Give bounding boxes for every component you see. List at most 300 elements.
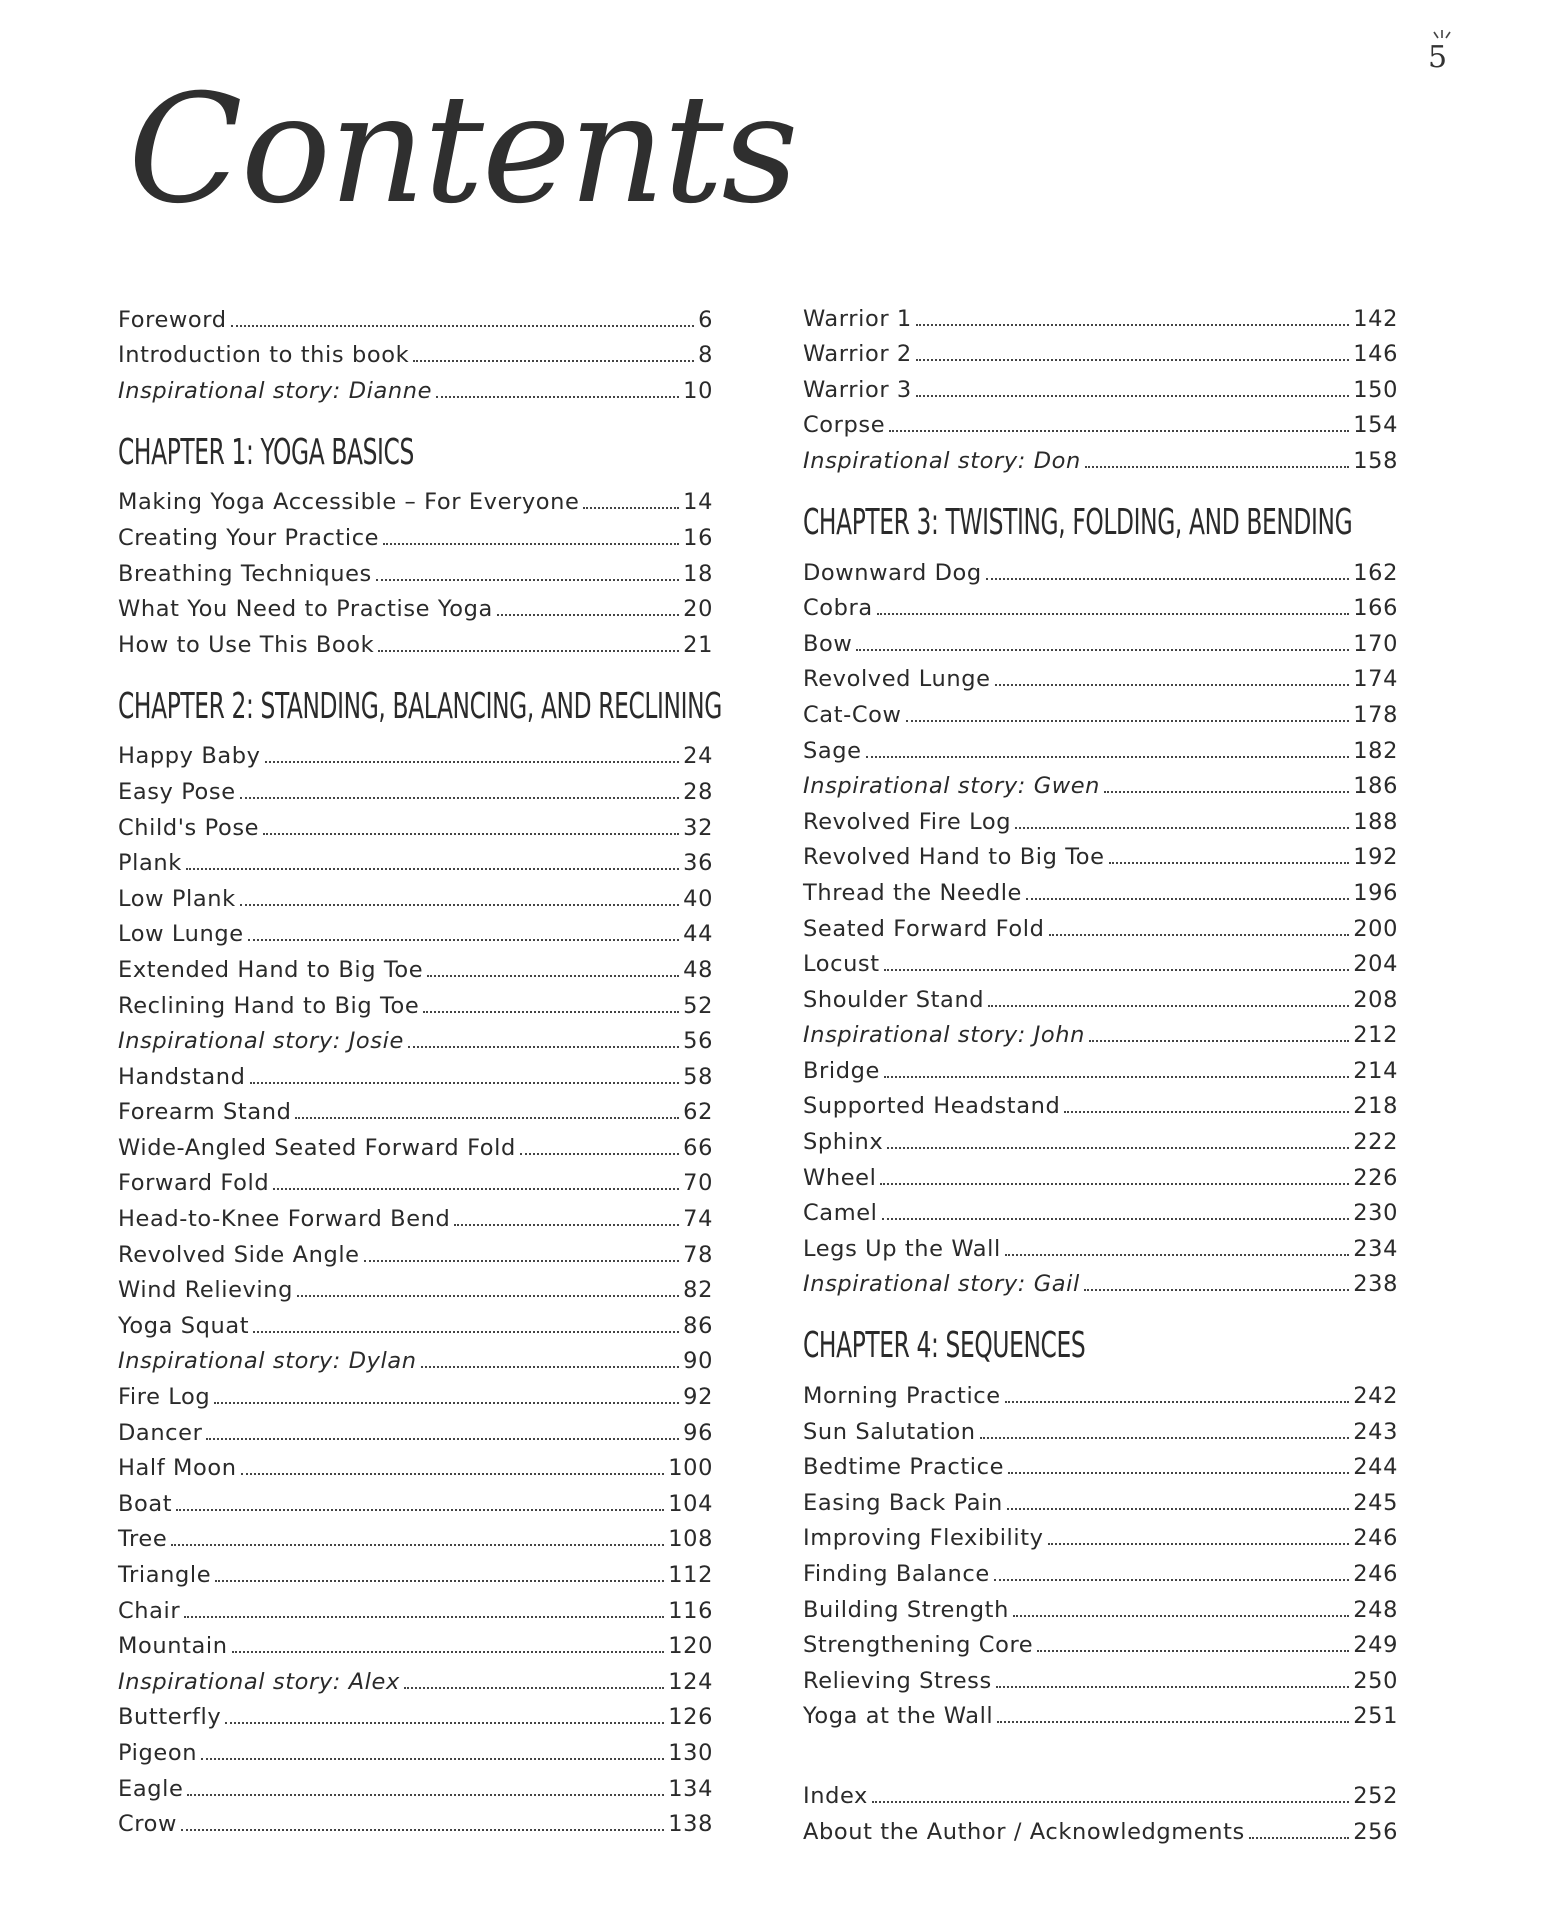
dot-leader bbox=[201, 1758, 664, 1760]
toc-entry-label: Sphinx bbox=[803, 1129, 884, 1156]
toc-entry-page: 154 bbox=[1353, 412, 1398, 439]
toc-entry-page: 158 bbox=[1353, 447, 1398, 474]
dot-leader bbox=[1008, 1472, 1349, 1474]
toc-entry-page: 230 bbox=[1353, 1200, 1398, 1227]
toc-entry-label: Wide-Angled Seated Forward Fold bbox=[118, 1134, 516, 1161]
toc-entry-label: Foreword bbox=[118, 306, 227, 333]
dot-leader bbox=[186, 868, 679, 870]
dot-leader bbox=[980, 1437, 1350, 1439]
toc-entry-page: 126 bbox=[668, 1704, 713, 1731]
toc-entry-label: Making Yoga Accessible – For Everyone bbox=[118, 489, 580, 516]
dot-leader bbox=[882, 1218, 1350, 1220]
toc-entry-label: Legs Up the Wall bbox=[803, 1235, 1001, 1262]
dot-leader bbox=[880, 1183, 1349, 1185]
dot-leader bbox=[376, 579, 679, 581]
toc-entry[interactable] bbox=[803, 1809, 1398, 1845]
dot-leader bbox=[1064, 1111, 1349, 1113]
toc-entry-label: Cat-Cow bbox=[803, 701, 902, 728]
toc-entry-label: Finding Balance bbox=[803, 1561, 990, 1587]
dot-leader bbox=[916, 359, 1349, 361]
toc-entry-label: Inspirational story: Gail bbox=[803, 1271, 1080, 1298]
toc-entry-label: Yoga at the Wall bbox=[803, 1703, 994, 1730]
toc-entry-label: Yoga Squat bbox=[118, 1312, 250, 1339]
toc-entry[interactable] bbox=[803, 870, 1398, 906]
toc-entry[interactable] bbox=[803, 1623, 1398, 1659]
section-gap bbox=[803, 1729, 1398, 1773]
toc-entry[interactable] bbox=[118, 947, 713, 983]
toc-entry-page: 130 bbox=[668, 1739, 713, 1766]
toc-entry-label: Tree bbox=[118, 1526, 168, 1553]
toc-entry[interactable] bbox=[118, 876, 713, 912]
toc-entry-label: Revolved Fire Log bbox=[803, 808, 1012, 835]
toc-entry-label: Easing Back Pain bbox=[803, 1489, 1003, 1516]
dot-leader bbox=[253, 1331, 679, 1333]
toc-entry[interactable] bbox=[803, 1773, 1398, 1809]
dot-leader bbox=[295, 1117, 679, 1119]
toc-entry-label: Inspirational story: Dianne bbox=[118, 377, 433, 404]
toc-entry-label: Butterfly bbox=[118, 1704, 222, 1731]
chapter-heading: CHAPTER 3: TWISTING, FOLDING, AND BENDING bbox=[803, 501, 1353, 543]
toc-entry-label: Fire Log bbox=[118, 1384, 211, 1411]
toc-entry-page: 66 bbox=[683, 1134, 713, 1161]
toc-entry-page: 82 bbox=[683, 1277, 713, 1304]
dot-leader bbox=[996, 1686, 1349, 1688]
dot-leader bbox=[171, 1544, 664, 1546]
toc-entry-page: 18 bbox=[683, 560, 713, 587]
toc-entry-label: Happy Baby bbox=[118, 743, 261, 770]
toc-entry[interactable] bbox=[118, 1588, 713, 1624]
toc-entry-page: 78 bbox=[683, 1241, 713, 1268]
dot-leader bbox=[404, 1687, 664, 1689]
toc-entry-page: 166 bbox=[1353, 595, 1398, 622]
toc-entry-label: Wind Relieving bbox=[118, 1277, 294, 1304]
toc-entry-label: Thread the Needle bbox=[803, 879, 1022, 906]
toc-entry-page: 10 bbox=[683, 377, 713, 404]
dot-leader bbox=[994, 1579, 1349, 1581]
toc-entry-label: Reclining Hand to Big Toe bbox=[118, 992, 420, 1019]
toc-entry[interactable] bbox=[803, 1048, 1398, 1084]
toc-entry[interactable] bbox=[118, 1695, 713, 1731]
page-title: Contents bbox=[128, 63, 797, 237]
chapter-heading: CHAPTER 1: YOGA BASICS bbox=[118, 431, 414, 473]
dot-leader bbox=[856, 649, 1349, 651]
toc-entry[interactable] bbox=[118, 1268, 713, 1304]
toc-entry-page: 250 bbox=[1353, 1667, 1398, 1694]
toc-entry-label: Locust bbox=[803, 951, 880, 978]
toc-entry-label: Easy Pose bbox=[118, 778, 236, 805]
dot-leader bbox=[866, 756, 1350, 758]
toc-entry-label: Bedtime Practice bbox=[803, 1454, 1005, 1481]
toc-entry-label: Forearm Stand bbox=[118, 1099, 292, 1126]
toc-entry-page: 186 bbox=[1353, 773, 1398, 800]
toc-entry-label: Warrior 2 bbox=[803, 341, 912, 368]
toc-entry-page: 196 bbox=[1353, 879, 1398, 906]
toc-entry-label: Plank bbox=[118, 850, 182, 877]
toc-entry[interactable] bbox=[803, 1516, 1398, 1552]
toc-entry[interactable] bbox=[118, 480, 713, 516]
toc-entry-label: Revolved Side Angle bbox=[118, 1241, 360, 1268]
toc-entry-label: Extended Hand to Big Toe bbox=[118, 956, 424, 983]
toc-entry-label: Morning Practice bbox=[803, 1383, 1001, 1410]
toc-entry-page: 208 bbox=[1353, 986, 1398, 1013]
toc-entry[interactable] bbox=[803, 764, 1398, 800]
toc-entry-page: 238 bbox=[1353, 1271, 1398, 1298]
toc-entry[interactable] bbox=[118, 1125, 713, 1161]
dot-leader bbox=[240, 797, 679, 799]
toc-entry-label: Seated Forward Fold bbox=[803, 915, 1045, 942]
dot-leader bbox=[877, 613, 1349, 615]
toc-entry[interactable] bbox=[118, 1303, 713, 1339]
toc-entry-label: Triangle bbox=[118, 1562, 212, 1588]
toc-entry-label: Half Moon bbox=[118, 1455, 237, 1482]
toc-entry-label: Forward Fold bbox=[118, 1170, 270, 1197]
dot-leader bbox=[889, 430, 1349, 432]
toc-entry[interactable] bbox=[803, 1658, 1398, 1694]
toc-entry[interactable] bbox=[118, 1730, 713, 1766]
toc-entry[interactable] bbox=[803, 438, 1398, 474]
toc-entry-label: Child's Pose bbox=[118, 814, 260, 841]
toc-entry[interactable] bbox=[803, 1480, 1398, 1516]
dot-leader bbox=[408, 1046, 679, 1048]
toc-entry[interactable] bbox=[118, 1659, 713, 1695]
dot-leader bbox=[423, 1011, 679, 1013]
dot-leader bbox=[181, 1829, 664, 1831]
toc-entry[interactable] bbox=[118, 1339, 713, 1375]
toc-entry[interactable] bbox=[118, 1232, 713, 1268]
page-number: 5 bbox=[1428, 40, 1448, 75]
dot-leader bbox=[378, 650, 679, 652]
toc-entry[interactable] bbox=[118, 734, 713, 770]
toc-entry-label: Index bbox=[803, 1782, 868, 1809]
toc-entry[interactable] bbox=[118, 1054, 713, 1090]
toc-entry-label: Chair bbox=[118, 1597, 181, 1624]
toc-entry-page: 124 bbox=[668, 1668, 713, 1695]
dot-leader bbox=[427, 975, 679, 977]
dot-leader bbox=[1084, 1289, 1349, 1291]
toc-entry[interactable] bbox=[118, 1552, 713, 1588]
dot-leader bbox=[250, 1082, 680, 1084]
toc-entry-page: 62 bbox=[683, 1099, 713, 1126]
toc-entry[interactable] bbox=[118, 1624, 713, 1660]
toc-entry-page: 242 bbox=[1353, 1383, 1398, 1410]
toc-entry-page: 52 bbox=[683, 992, 713, 1019]
toc-entry[interactable] bbox=[118, 551, 713, 587]
toc-entry-label: Sun Salutation bbox=[803, 1418, 976, 1445]
toc-entry-label: Corpse bbox=[803, 412, 886, 439]
toc-entry-page: 20 bbox=[683, 596, 713, 623]
toc-entry[interactable] bbox=[118, 297, 713, 333]
dot-leader bbox=[1026, 898, 1349, 900]
dot-leader bbox=[413, 360, 694, 362]
toc-entry-label: Dancer bbox=[118, 1419, 203, 1446]
dot-leader bbox=[436, 396, 679, 398]
toc-entry-page: 212 bbox=[1353, 1022, 1398, 1049]
toc-entry-page: 200 bbox=[1353, 915, 1398, 942]
dot-leader bbox=[1089, 1040, 1349, 1042]
toc-entry[interactable] bbox=[803, 367, 1398, 403]
toc-entry-label: Inspirational story: Gwen bbox=[803, 773, 1101, 800]
dot-leader bbox=[241, 1473, 665, 1475]
toc-entry-label: Revolved Lunge bbox=[803, 666, 991, 693]
toc-entry[interactable] bbox=[803, 1551, 1398, 1587]
toc-entry-label: Head-to-Knee Forward Bend bbox=[118, 1206, 451, 1233]
toc-entry[interactable] bbox=[803, 1226, 1398, 1262]
dot-leader bbox=[225, 1722, 664, 1724]
dot-leader bbox=[1104, 791, 1349, 793]
toc-entry-label: Low Plank bbox=[118, 885, 236, 912]
dot-leader bbox=[214, 1402, 679, 1404]
toc-entry-label: Warrior 3 bbox=[803, 376, 912, 403]
toc-entry[interactable] bbox=[803, 621, 1398, 657]
toc-entry-page: 251 bbox=[1353, 1703, 1398, 1730]
dot-leader bbox=[176, 1509, 664, 1511]
toc-entry-page: 246 bbox=[1353, 1525, 1398, 1552]
toc-entry-label: Inspirational story: John bbox=[803, 1022, 1086, 1049]
toc-entry-page: 21 bbox=[683, 631, 713, 658]
toc-entry[interactable] bbox=[118, 1090, 713, 1126]
dot-leader bbox=[884, 1076, 1349, 1078]
toc-entry-page: 246 bbox=[1353, 1561, 1398, 1587]
dot-leader bbox=[206, 1438, 679, 1440]
toc-entry-label: Bridge bbox=[803, 1057, 880, 1084]
toc-entry-label: Revolved Hand to Big Toe bbox=[803, 844, 1105, 871]
toc-entry[interactable] bbox=[803, 1191, 1398, 1227]
toc-entry-page: 70 bbox=[683, 1170, 713, 1197]
toc-entry[interactable] bbox=[118, 587, 713, 623]
toc-entry-page: 96 bbox=[683, 1419, 713, 1446]
dot-leader bbox=[916, 395, 1349, 397]
toc-entry[interactable] bbox=[803, 692, 1398, 728]
toc-entry[interactable] bbox=[118, 1481, 713, 1517]
dot-leader bbox=[263, 833, 679, 835]
toc-entry[interactable] bbox=[118, 1161, 713, 1197]
toc-entry-page: 8 bbox=[698, 342, 713, 369]
toc-entry-page: 256 bbox=[1353, 1818, 1398, 1845]
toc-entry-page: 170 bbox=[1353, 630, 1398, 657]
toc-entry[interactable] bbox=[803, 1084, 1398, 1120]
toc-entry-page: 214 bbox=[1353, 1057, 1398, 1084]
toc-entry[interactable] bbox=[118, 1802, 713, 1838]
dot-leader bbox=[872, 1801, 1349, 1803]
toc-entry[interactable] bbox=[803, 403, 1398, 439]
toc-entry-label: About the Author / Acknowledgments bbox=[803, 1818, 1245, 1845]
toc-entry-page: 36 bbox=[683, 850, 713, 877]
toc-entry-page: 16 bbox=[683, 524, 713, 551]
toc-entry[interactable] bbox=[118, 1196, 713, 1232]
dot-leader bbox=[1005, 1401, 1350, 1403]
toc-entry[interactable] bbox=[803, 942, 1398, 978]
toc-entry[interactable] bbox=[803, 1587, 1398, 1623]
toc-entry-page: 244 bbox=[1353, 1454, 1398, 1481]
toc-entry-page: 116 bbox=[668, 1597, 713, 1624]
toc-entry-label: Inspirational story: Dylan bbox=[118, 1348, 417, 1375]
toc-entry-page: 226 bbox=[1353, 1164, 1398, 1191]
toc-entry[interactable] bbox=[803, 1262, 1398, 1298]
dot-leader bbox=[906, 720, 1350, 722]
toc-entry[interactable] bbox=[803, 332, 1398, 368]
toc-entry-label: Sage bbox=[803, 737, 862, 764]
toc-entry-page: 44 bbox=[683, 921, 713, 948]
toc-entry-page: 134 bbox=[668, 1775, 713, 1802]
toc-entry-page: 182 bbox=[1353, 737, 1398, 764]
toc-entry-label: Introduction to this book bbox=[118, 342, 410, 369]
toc-entry[interactable] bbox=[803, 586, 1398, 622]
toc-entry[interactable] bbox=[118, 1410, 713, 1446]
toc-entry-label: Creating Your Practice bbox=[118, 524, 380, 551]
toc-entry-page: 245 bbox=[1353, 1489, 1398, 1516]
toc-entry[interactable] bbox=[118, 841, 713, 877]
dot-leader bbox=[1005, 1254, 1349, 1256]
toc-entry-page: 90 bbox=[683, 1348, 713, 1375]
toc-entry[interactable] bbox=[118, 622, 713, 658]
dot-leader bbox=[231, 325, 694, 327]
toc-entry[interactable] bbox=[803, 977, 1398, 1013]
dot-leader bbox=[364, 1260, 680, 1262]
dot-leader bbox=[887, 1147, 1349, 1149]
toc-entry-page: 218 bbox=[1353, 1093, 1398, 1120]
toc-entry[interactable] bbox=[118, 1374, 713, 1410]
toc-entry-label: Shoulder Stand bbox=[803, 986, 985, 1013]
toc-entry[interactable] bbox=[803, 1119, 1398, 1155]
toc-entry-page: 234 bbox=[1353, 1235, 1398, 1262]
toc-entry[interactable] bbox=[803, 1409, 1398, 1445]
dot-leader bbox=[215, 1580, 664, 1582]
toc-column-right bbox=[803, 296, 1398, 1845]
dot-leader bbox=[1109, 862, 1350, 864]
toc-entry-label: Downward Dog bbox=[803, 559, 982, 586]
toc-entry[interactable] bbox=[803, 1445, 1398, 1481]
dot-leader bbox=[1049, 934, 1350, 936]
toc-entry-page: 40 bbox=[683, 885, 713, 912]
toc-entry-label: Building Strength bbox=[803, 1596, 1009, 1623]
toc-entry[interactable] bbox=[118, 769, 713, 805]
toc-entry-page: 86 bbox=[683, 1312, 713, 1339]
toc-entry-page: 243 bbox=[1353, 1418, 1398, 1445]
dot-leader bbox=[916, 324, 1349, 326]
toc-entry[interactable] bbox=[118, 983, 713, 1019]
dot-leader bbox=[383, 543, 679, 545]
dot-leader bbox=[1013, 1615, 1349, 1617]
toc-entry-page: 48 bbox=[683, 956, 713, 983]
toc-entry[interactable] bbox=[118, 912, 713, 948]
toc-entry-label: Boat bbox=[118, 1490, 173, 1517]
toc-entry-label: Relieving Stress bbox=[803, 1667, 992, 1694]
toc-entry-label: How to Use This Book bbox=[118, 631, 375, 658]
dot-leader bbox=[997, 1721, 1349, 1723]
toc-entry-label: Warrior 1 bbox=[803, 305, 912, 332]
toc-entry-page: 112 bbox=[668, 1562, 713, 1588]
toc-entry[interactable] bbox=[803, 550, 1398, 586]
toc-entry[interactable] bbox=[118, 333, 713, 369]
toc-entry-page: 192 bbox=[1353, 844, 1398, 871]
toc-entry[interactable] bbox=[803, 835, 1398, 871]
toc-entry-page: 32 bbox=[683, 814, 713, 841]
toc-entry[interactable] bbox=[803, 296, 1398, 332]
toc-entry-label: Supported Headstand bbox=[803, 1093, 1061, 1120]
toc-entry-label: Eagle bbox=[118, 1775, 184, 1802]
toc-entry-page: 142 bbox=[1353, 305, 1398, 332]
toc-entry[interactable] bbox=[803, 657, 1398, 693]
toc-entry[interactable] bbox=[803, 1155, 1398, 1191]
toc-entry[interactable] bbox=[118, 1517, 713, 1553]
dot-leader bbox=[240, 904, 679, 906]
toc-entry[interactable] bbox=[118, 515, 713, 551]
dot-leader bbox=[297, 1295, 679, 1297]
dot-leader bbox=[520, 1153, 679, 1155]
toc-entry[interactable] bbox=[118, 1446, 713, 1482]
toc-entry[interactable] bbox=[803, 1694, 1398, 1730]
dot-leader bbox=[884, 969, 1350, 971]
dot-leader bbox=[995, 684, 1350, 686]
dot-leader bbox=[454, 1224, 679, 1226]
dot-leader bbox=[1007, 1508, 1349, 1510]
toc-entry[interactable] bbox=[803, 1013, 1398, 1049]
toc-entry-label: Breathing Techniques bbox=[118, 560, 372, 587]
toc-entry-page: 146 bbox=[1353, 341, 1398, 368]
toc-entry-label: Improving Flexibility bbox=[803, 1525, 1044, 1552]
toc-entry-label: Pigeon bbox=[118, 1739, 198, 1766]
toc-entry-page: 24 bbox=[683, 743, 713, 770]
toc-entry-label: Camel bbox=[803, 1200, 878, 1227]
toc-entry-page: 74 bbox=[683, 1206, 713, 1233]
toc-entry-page: 92 bbox=[683, 1384, 713, 1411]
toc-entry-label: What You Need to Practise Yoga bbox=[118, 596, 493, 623]
toc-entry[interactable] bbox=[118, 1766, 713, 1802]
dot-leader bbox=[1048, 1543, 1350, 1545]
toc-entry-page: 56 bbox=[683, 1028, 713, 1055]
toc-entry-page: 249 bbox=[1353, 1632, 1398, 1659]
toc-entry-page: 28 bbox=[683, 778, 713, 805]
dot-leader bbox=[1085, 466, 1349, 468]
toc-entry-label: Inspirational story: Don bbox=[803, 447, 1081, 474]
toc-entry-label: Mountain bbox=[118, 1633, 228, 1660]
toc-entry-page: 204 bbox=[1353, 951, 1398, 978]
toc-entry-page: 174 bbox=[1353, 666, 1398, 693]
toc-entry-label: Handstand bbox=[118, 1063, 246, 1090]
toc-entry-page: 58 bbox=[683, 1063, 713, 1090]
toc-entry-page: 150 bbox=[1353, 376, 1398, 403]
dot-leader bbox=[1015, 827, 1349, 829]
toc-entry-label: Crow bbox=[118, 1811, 178, 1838]
toc-entry[interactable] bbox=[803, 728, 1398, 764]
toc-entry[interactable] bbox=[803, 906, 1398, 942]
toc-entry-page: 6 bbox=[698, 306, 713, 333]
toc-entry-page: 222 bbox=[1353, 1129, 1398, 1156]
toc-entry[interactable] bbox=[803, 1373, 1398, 1409]
dot-leader bbox=[184, 1616, 664, 1618]
chapter-heading: CHAPTER 4: SEQUENCES bbox=[803, 1325, 1086, 1367]
toc-entry[interactable] bbox=[118, 1019, 713, 1055]
toc-entry-page: 100 bbox=[668, 1455, 713, 1482]
dot-leader bbox=[1037, 1650, 1349, 1652]
dot-leader bbox=[248, 939, 680, 941]
dot-leader bbox=[1249, 1837, 1349, 1839]
dot-leader bbox=[273, 1188, 679, 1190]
dot-leader bbox=[986, 578, 1349, 580]
toc-entry-page: 252 bbox=[1353, 1782, 1398, 1809]
toc-entry-page: 120 bbox=[668, 1633, 713, 1660]
toc-entry-label: Inspirational story: Alex bbox=[118, 1668, 400, 1695]
toc-entry-label: Strengthening Core bbox=[803, 1632, 1034, 1659]
dot-leader bbox=[421, 1366, 680, 1368]
toc-entry-page: 108 bbox=[668, 1526, 713, 1553]
dot-leader bbox=[232, 1651, 665, 1653]
toc-entry[interactable] bbox=[118, 805, 713, 841]
dot-leader bbox=[187, 1794, 664, 1796]
toc-entry-page: 162 bbox=[1353, 559, 1398, 586]
toc-entry[interactable] bbox=[118, 368, 713, 404]
toc-entry[interactable] bbox=[803, 799, 1398, 835]
